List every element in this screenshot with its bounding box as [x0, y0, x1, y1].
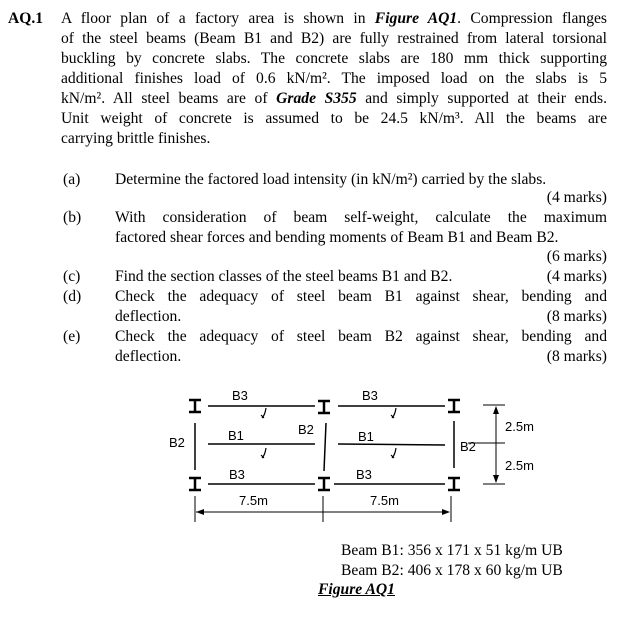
part-a-label: (a)	[63, 171, 81, 188]
b3-label: B3	[356, 467, 372, 482]
part-a-marks: (4 marks)	[546, 189, 607, 206]
part-d-marks: (8 marks)	[546, 308, 607, 325]
spacing-dimension: 2.5m	[505, 458, 534, 473]
b2-label: B2	[460, 439, 476, 454]
part-c-text: Find the section classes of the steel beams B1 and B2.	[115, 268, 453, 285]
text: . Compression flanges	[457, 10, 607, 27]
b2-label: B2	[169, 435, 185, 450]
question-line: Unit weight of concrete is assumed to be 24.5 kN/m³. All the beams are	[61, 110, 607, 127]
part-b-text: factored shear forces and bending moments of Beam B1 and Beam B2.	[115, 229, 559, 246]
text: and simply supported at their ends.	[356, 90, 607, 107]
spacing-dimension: 2.5m	[505, 419, 534, 434]
text: A floor plan of a factory area is shown in	[61, 10, 375, 27]
question-line: carrying brittle finishes.	[61, 130, 211, 147]
span-dimension: 7.5m	[239, 493, 268, 508]
question-number: AQ.1	[8, 10, 44, 27]
part-e-text: Check the adequacy of steel beam B2 against shear, bending and	[115, 328, 607, 345]
question-line: of the steel beams (Beam B1 and B2) are fully restrained from lateral torsional	[61, 30, 607, 47]
part-c-label: (c)	[63, 268, 81, 285]
steel-grade: Grade S355	[276, 90, 357, 107]
b1-label: B1	[358, 429, 374, 444]
part-c-marks: (4 marks)	[546, 268, 607, 285]
b3-label: B3	[232, 388, 248, 403]
b1-label: B1	[228, 428, 244, 443]
part-a-text: Determine the factored load intensity (in kN/m²) carried by the slabs.	[115, 171, 547, 188]
figure-reference: Figure AQ1	[374, 10, 458, 27]
part-d-label: (d)	[63, 288, 82, 305]
part-b-text: With consideration of beam self-weight, calculate the maximum	[115, 209, 607, 226]
part-d-text: deflection.	[115, 308, 182, 325]
b3-label: B3	[229, 467, 245, 482]
part-e-marks: (8 marks)	[546, 348, 607, 365]
span-dimension: 7.5m	[370, 493, 399, 508]
part-e-label: (e)	[63, 328, 81, 345]
part-e-text: deflection.	[115, 348, 182, 365]
beam-b1-section: Beam B1: 356 x 171 x 51 kg/m UB	[341, 542, 563, 559]
text: kN/m². All steel beams are of	[61, 90, 277, 107]
question-line: additional finishes load of 0.6 kN/m². The imposed load on the slabs is 5	[61, 70, 607, 87]
figure-caption: Figure AQ1	[318, 581, 395, 598]
part-b-marks: (6 marks)	[546, 248, 607, 265]
b3-label: B3	[362, 388, 378, 403]
question-line: buckling by concrete slabs. The concrete slabs are 180 mm thick supporting	[61, 50, 607, 67]
span-direction-icons	[261, 408, 396, 458]
b2-label: B2	[298, 422, 314, 437]
part-b-label: (b)	[63, 209, 82, 226]
beam-b2-section: Beam B2: 406 x 178 x 60 kg/m UB	[341, 562, 563, 579]
part-d-text: Check the adequacy of steel beam B1 against shear, bending and	[115, 288, 607, 305]
